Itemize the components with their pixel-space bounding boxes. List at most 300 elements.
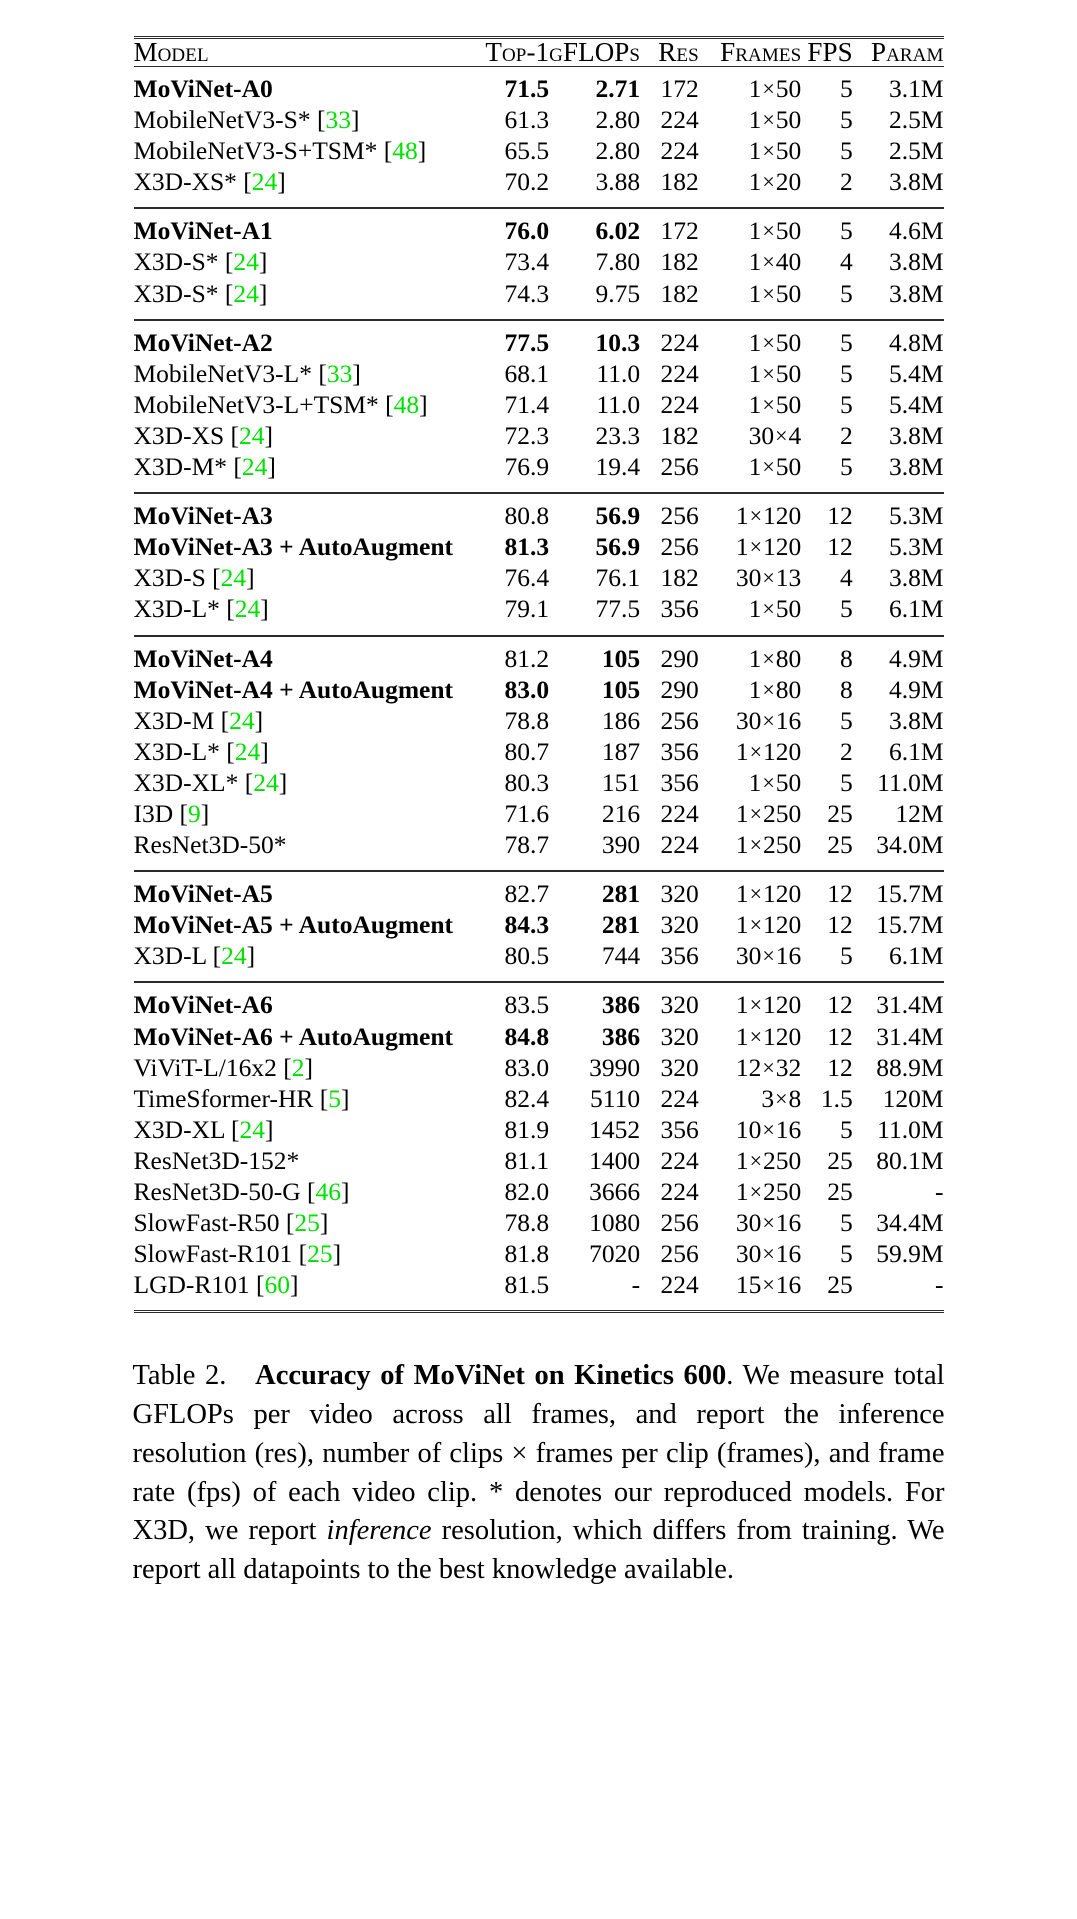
cell-gflops: 744 [601,941,641,971]
citation-number: 24 [229,705,255,735]
citation-number: 48 [393,389,420,419]
cell-model [134,503,463,534]
cell-res: 224 [660,105,699,135]
cell-res: 256 [660,1208,699,1238]
column-header-top1: Top-1 [485,37,550,67]
multiplication-sign: × [762,391,775,417]
cell-gflops: 9.75 [595,278,641,308]
cell-model [133,798,463,832]
citation-ref[interactable]: [24] [233,452,276,482]
cell-gflops: 1452 [589,1114,641,1144]
cell-top1: 81.8 [504,1239,550,1269]
cell-fps: 4 [840,247,853,277]
multiplication-sign: × [762,169,775,195]
multiplication-sign: × [762,360,775,386]
cell-res: 320 [660,1052,699,1082]
table-row [134,330,944,361]
cell-gflops: 1400 [589,1145,641,1175]
cell-frames: 1×50 [748,594,802,624]
cell-model [134,832,463,863]
cell-model [134,881,463,912]
multiplication-sign: × [762,1241,775,1267]
cell-top1: 82.0 [504,1177,550,1206]
cell-frames: 1×50 [748,278,802,308]
model-name: X3D-XL* [133,767,239,797]
model-name: X3D-S* [133,247,219,277]
cell-gflops: 6.02 [595,216,641,246]
citation-number: 33 [325,105,351,135]
citation-ref[interactable]: [24] [220,705,264,735]
table-row [134,992,944,1023]
multiplication-sign: × [749,832,762,858]
cell-top1: 78.8 [504,1208,550,1238]
table-row [134,1117,944,1148]
table-row [134,534,944,565]
cell-gflops: 1080 [589,1208,641,1238]
citation-ref[interactable]: [24] [226,736,269,766]
model-name: X3D-M* [133,452,227,482]
citation-number: 2 [291,1052,305,1082]
cell-top1: 71.5 [504,74,550,103]
cell-fps: 5 [840,278,853,308]
cell-res: 256 [660,532,699,562]
column-header-fps: FPS [807,37,853,67]
cell-frames: 1×80 [748,643,802,673]
table-row [134,565,944,596]
citation-number: 24 [233,278,259,308]
cell-gflops: 76.1 [595,563,641,593]
cell-param: 5.4M [888,358,944,388]
cell-model [133,767,463,801]
citation-ref[interactable]: [24] [230,420,274,450]
header-row [134,39,944,67]
citation-ref[interactable]: [24] [243,167,286,197]
cell-fps: 1.5 [820,1083,853,1113]
citation-ref[interactable]: [24] [244,767,288,797]
cell-res: 320 [660,990,699,1020]
cell-fps: 12 [827,990,853,1020]
cell-model [134,596,463,627]
table-row [134,677,944,708]
cell-gflops: 2.80 [595,136,641,166]
cell-fps: 12 [827,910,853,940]
model-name: MobileNetV3-S* [133,105,311,135]
cell-fps: 5 [840,136,853,166]
cell-top1: 71.6 [504,798,550,828]
multiplication-sign: × [749,912,762,938]
citation-ref[interactable]: [2] [283,1052,313,1082]
cell-top1: 84.3 [504,910,550,940]
cell-fps: 2 [840,736,853,766]
multiplication-sign: × [762,1210,775,1236]
multiplication-sign: × [749,503,762,529]
multiplication-sign: × [762,769,775,795]
cell-fps: 12 [827,501,853,531]
multiplication-sign: × [749,800,762,826]
cell-fps: 5 [840,941,853,971]
cell-top1: 77.5 [504,327,550,357]
cell-frames: 30×16 [735,1208,802,1238]
cell-res: 290 [660,674,699,704]
multiplication-sign: × [762,943,775,969]
citation-ref[interactable]: [46] [307,1177,350,1206]
column-header-res: Res [658,37,699,67]
citation-ref[interactable]: [33] [318,358,361,388]
multiplication-sign: × [762,645,775,671]
table-row [134,107,944,138]
citation-number: 24 [239,1114,265,1144]
table-row [134,1179,944,1210]
cell-gflops: 56.9 [595,532,641,562]
caption-body-first: . We measure total GFLOPs per video across all frames, and report the inference resolution (res), number of clips × frames per clip (frames), and frame rate (fps) of each video clip. * denotes our reproduced models. For X3D, we report [132,1360,945,1547]
cell-gflops: 281 [601,879,641,909]
cell-fps: 12 [827,1052,853,1082]
cell-frames: 30×16 [735,705,802,735]
model-name: X3D-S* [133,278,219,308]
cell-top1: 80.3 [504,767,550,797]
cell-frames: 1×50 [748,389,802,419]
cell-top1: 84.8 [504,1021,550,1051]
block-spacer [134,628,944,636]
cell-frames: 1×20 [748,167,802,197]
citation-ref[interactable]: [48] [385,389,428,419]
cell-res: 224 [660,358,699,388]
cell-top1: 81.1 [504,1145,550,1175]
table-body [134,67,944,1313]
cell-model [133,327,463,361]
cell-model [134,1272,463,1303]
cell-gflops: 2.71 [595,74,641,103]
multiplication-sign: × [775,1085,788,1111]
multiplication-sign: × [762,565,775,591]
model-name: MoViNet-A2 [133,327,273,357]
cell-frames: 30×16 [735,1239,802,1269]
multiplication-sign: × [762,329,775,355]
cell-top1: 81.5 [504,1270,550,1300]
cell-res: 256 [660,452,699,482]
cell-fps: 5 [840,105,853,135]
cell-param: 6.1M [888,941,944,971]
cell-gflops: 3666 [589,1177,641,1206]
model-name: X3D-XS* [133,167,237,197]
cell-frames: 12×32 [735,1052,802,1082]
cell-model [134,565,463,596]
cell-frames: 3×8 [761,1083,802,1113]
cell-fps: 12 [827,532,853,562]
cell-model [133,389,463,423]
table-row [134,596,944,627]
citation-ref[interactable]: [33] [316,105,360,135]
cell-gflops: 19.4 [595,452,641,482]
model-name: MoViNet-A6 [133,990,273,1020]
cell-fps: 5 [840,216,853,246]
model-name: MoViNet-A5 + AutoAugment [133,910,454,940]
cell-fps: 25 [827,830,853,860]
multiplication-sign: × [762,138,775,164]
cell-res: 356 [660,594,699,624]
cell-res: 172 [660,216,699,246]
cell-fps: 5 [840,358,853,388]
cell-top1: 83.0 [504,1052,550,1082]
cell-frames: 30×4 [748,420,802,450]
cell-param: 11.0M [877,1114,944,1144]
cell-model [133,1083,463,1117]
cell-frames: 1×120 [735,879,802,909]
cell-res: 256 [660,1239,699,1269]
cell-param: 34.0M [876,830,944,860]
table-row [134,503,944,534]
table-row [134,218,944,249]
cell-fps: 12 [827,879,853,909]
cell-top1: 80.7 [504,736,550,766]
citation-number: 48 [392,136,418,166]
cell-fps: 5 [840,1114,853,1144]
multiplication-sign: × [775,422,788,448]
cell-fps: 25 [827,1270,853,1300]
table-row [134,1024,944,1055]
cell-gflops: 3.88 [595,167,641,197]
citation-ref[interactable]: [24] [224,247,268,277]
cell-res: 256 [660,501,699,531]
cell-fps: 5 [840,327,853,357]
citation-ref[interactable]: [24] [212,563,255,593]
cell-gflops: 56.9 [595,501,641,531]
cell-frames: 1×120 [735,532,802,562]
table-row [134,138,944,169]
cell-gflops: 187 [601,736,641,766]
multiplication-sign: × [762,76,775,101]
multiplication-sign: × [762,676,775,702]
cell-top1: 78.8 [504,705,550,735]
multiplication-sign: × [749,534,762,560]
cell-top1: 73.4 [504,247,550,277]
cell-frames: 1×120 [735,736,802,766]
multiplication-sign: × [749,1147,762,1173]
cell-top1: 83.5 [504,990,550,1020]
column-header-param: Param [870,37,944,67]
cell-gflops: 2.80 [595,105,641,135]
table-row [134,801,944,832]
cell-model [133,736,463,770]
model-name: I3D [133,798,174,828]
cell-model [133,278,463,312]
table-row [134,881,944,912]
citation-number: 5 [328,1083,342,1113]
cell-param: 5.3M [888,501,944,531]
cell-frames: 30×16 [735,941,802,971]
cell-frames: 1×120 [735,910,802,940]
cell-param: 3.8M [888,705,944,735]
table-row [134,281,944,312]
model-name: ViViT-L/16x2 [133,1052,277,1082]
caption-title: Accuracy of MoViNet on Kinetics 600 [255,1360,727,1392]
block-spacer [134,200,944,208]
cell-frames: 10×16 [735,1114,802,1144]
cell-param: 15.7M [876,910,944,940]
cell-frames: 1×50 [748,358,802,388]
cell-param: 4.9M [888,643,944,673]
cell-param: 4.6M [888,216,944,246]
cell-top1: 81.9 [504,1114,550,1144]
cell-frames: 1×50 [748,136,802,166]
cell-frames: 1×250 [735,798,802,828]
cell-fps: 5 [840,705,853,735]
model-name: MoViNet-A3 [133,501,273,531]
cell-model [133,674,463,708]
cell-fps: 8 [840,674,853,704]
citation-number: 9 [188,798,201,828]
cell-param: 6.1M [888,736,944,766]
cell-top1: 72.3 [504,420,550,450]
cell-fps: 5 [840,594,853,624]
citation-ref[interactable]: [9] [179,798,210,828]
caption-italic-inference: inference [326,1515,432,1547]
citation-number: 24 [220,563,247,593]
cell-model [133,1145,463,1179]
cell-top1: 71.4 [504,389,550,419]
cell-param: 3.8M [888,278,944,308]
citation-ref[interactable]: [24] [224,278,268,308]
cell-fps: 25 [827,1177,853,1206]
cell-gflops: 151 [601,767,641,797]
citation-ref[interactable]: [60] [256,1270,299,1300]
citation-ref[interactable]: [24] [231,1114,274,1144]
cell-param: 3.1M [888,74,944,103]
citation-number: 24 [221,941,247,971]
cell-model [133,1021,463,1055]
citation-number: 60 [264,1270,291,1300]
cell-top1: 61.3 [504,105,550,135]
multiplication-sign: × [762,454,775,480]
cell-model [134,218,463,249]
multiplication-sign: × [762,107,775,133]
cell-gflops: - [631,1270,641,1300]
cell-top1: 81.3 [504,532,550,562]
citation-ref[interactable]: [24] [212,941,256,971]
citation-number: 24 [233,247,259,277]
table-row [134,361,944,392]
cell-res: 224 [660,1270,699,1300]
citation-ref[interactable]: [25] [285,1208,329,1238]
table-row [134,1086,944,1117]
multiplication-sign: × [762,218,775,244]
cell-param: 3.8M [888,563,944,593]
cell-frames: 1×120 [735,1021,802,1051]
cell-top1: 70.2 [504,167,550,197]
model-name: X3D-S [133,563,206,593]
column-header-gflops: gFLOPs [549,37,641,67]
table-row [134,646,944,677]
cell-res: 182 [660,167,699,197]
cell-res: 224 [660,136,699,166]
cell-res: 182 [660,278,699,308]
cell-gflops: 7.80 [595,247,641,277]
cell-param: - [935,1270,944,1300]
cell-fps: 5 [840,452,853,482]
cell-top1: 76.0 [504,216,550,246]
cell-gflops: 5110 [590,1083,641,1113]
table-row [134,943,944,974]
cell-frames: 1×50 [748,767,802,797]
citation-ref[interactable]: [25] [298,1239,342,1269]
multiplication-sign: × [762,707,775,733]
cell-res: 224 [660,798,699,828]
citation-number: 25 [307,1239,333,1269]
multiplication-sign: × [749,881,762,907]
cell-gflops: 186 [601,705,641,735]
cell-frames: 1×50 [748,74,802,103]
citation-number: 24 [234,594,261,624]
cell-param: 80.1M [876,1145,944,1175]
cell-model [133,705,463,739]
multiplication-sign: × [762,596,775,622]
model-name: X3D-L [133,941,207,971]
cell-res: 356 [660,736,699,766]
table-row [134,770,944,801]
citation-number: 24 [239,420,265,450]
cell-param: 12M [895,798,944,828]
cell-model [134,76,463,107]
cell-top1: 80.8 [504,501,550,531]
model-name: MobileNetV3-L* [133,358,312,388]
cell-fps: 5 [840,74,853,103]
cell-frames: 1×50 [748,452,802,482]
citation-number: 46 [315,1177,342,1206]
cell-param: 3.8M [888,167,944,197]
cell-model [134,138,463,169]
cell-gflops: 23.3 [595,420,641,450]
citation-ref[interactable]: [48] [383,136,427,166]
model-name: LGD-R101 [133,1270,250,1300]
cell-param: 6.1M [888,594,944,624]
cell-fps: 4 [840,563,853,593]
cell-res: 356 [660,941,699,971]
cell-model [134,943,463,974]
model-name: ResNet3D-50-G [133,1177,301,1206]
multiplication-sign: × [762,280,775,306]
cell-top1: 78.7 [504,830,550,860]
cell-param: 3.8M [888,452,944,482]
cell-gflops: 105 [601,643,641,673]
model-name: MoViNet-A0 [133,74,273,103]
model-name: MoViNet-A4 [133,643,273,673]
cell-param: 4.8M [888,327,944,357]
cell-gflops: 386 [601,990,641,1020]
cell-fps: 5 [840,767,853,797]
model-name: X3D-XL [133,1114,225,1144]
cell-param: 3.8M [888,247,944,277]
model-name: MoViNet-A6 + AutoAugment [133,1021,454,1051]
caption-label: Table 2. [132,1360,227,1392]
citation-number: 25 [294,1208,320,1238]
cell-frames: 1×250 [735,830,802,860]
model-name: SlowFast-R50 [133,1208,280,1238]
cell-res: 290 [660,643,699,673]
cell-param: 3.8M [888,420,944,450]
cell-param: - [935,1177,944,1206]
cell-fps: 5 [840,389,853,419]
table-row [134,1241,944,1272]
model-name: X3D-M [133,705,215,735]
cell-gflops: 7020 [589,1239,641,1269]
cell-model [134,107,463,138]
multiplication-sign: × [749,1179,762,1204]
column-header-frames: Frames [720,37,802,67]
citation-ref[interactable]: [24] [226,594,269,624]
citation-ref[interactable]: [5] [319,1083,350,1113]
cell-top1: 65.5 [504,136,550,166]
cell-frames: 1×80 [748,674,802,704]
